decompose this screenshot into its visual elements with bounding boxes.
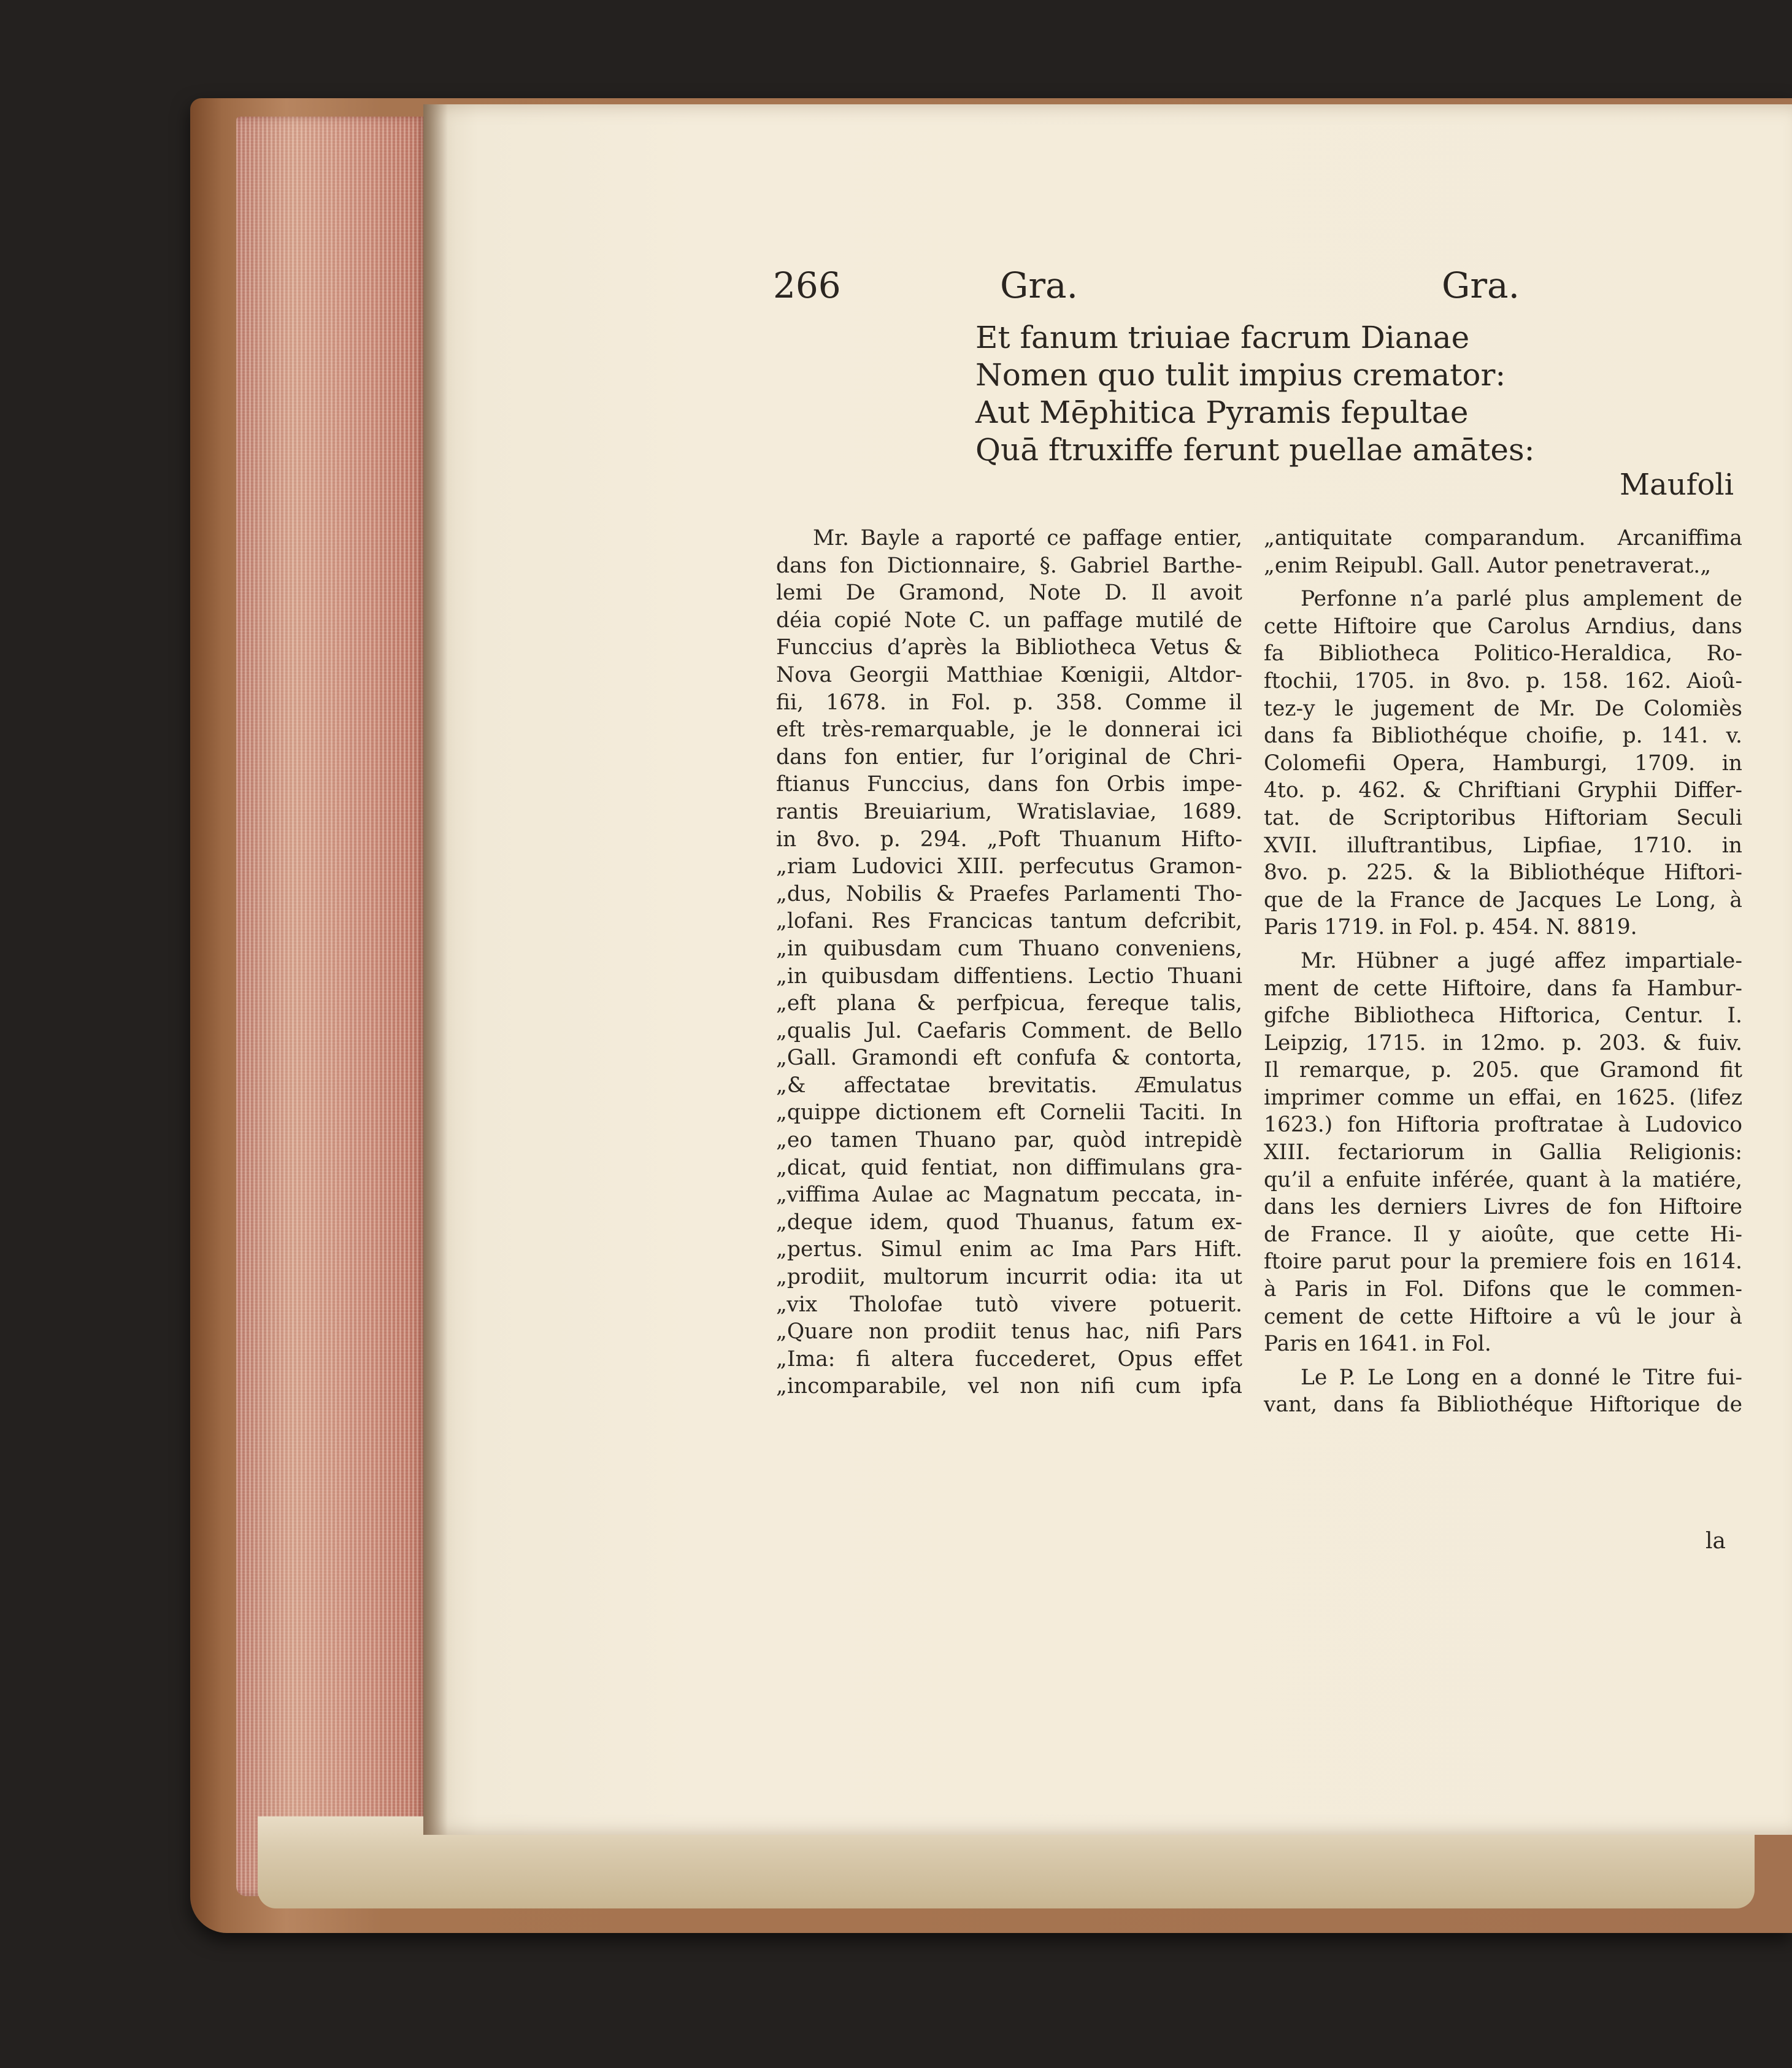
- text-line: „Gall. Gramondi eft confufa & contorta,: [776, 1046, 1242, 1071]
- text-line: Leipzig, 1715. in 12mo. p. 203. & fuiv.: [1264, 1030, 1742, 1055]
- gutter-shadow: [423, 104, 448, 1835]
- text-line: lemi De Gramond, Note D. Il avoit: [776, 581, 1242, 606]
- text-line: „viffima Aulae ac Magnatum peccata, in-: [776, 1183, 1242, 1208]
- running-head-right: Gra.: [1442, 264, 1520, 306]
- text-line: „enim Reipubl. Gall. Autor penetraverat.„: [1264, 553, 1712, 578]
- text-line: ftianus Funccius, dans fon Orbis impe-: [776, 772, 1242, 797]
- text-line: „deque idem, quod Thuanus, fatum ex-: [776, 1210, 1242, 1235]
- text-line: tez-y le jugement de Mr. De Colomiès: [1264, 696, 1742, 721]
- text-line: à Paris in Fol. Difons que le commen-: [1264, 1277, 1742, 1302]
- page-catchword: la: [1705, 1529, 1726, 1554]
- text-line: fii, 1678. in Fol. p. 358. Comme il: [776, 690, 1242, 715]
- text-line: „antiquitate comparandum. Arcaniffima: [1264, 526, 1742, 550]
- text-line: Mr. Hübner a jugé affez impartiale-: [1301, 948, 1742, 973]
- text-line: XVII. illuftrantibus, Lipfiae, 1710. in: [1264, 833, 1742, 858]
- text-line: „Quare non prodiit tenus hac, nifi Pars: [776, 1319, 1242, 1345]
- text-line: dans fon entier, fur l’original de Chri-: [776, 744, 1242, 770]
- text-line: in 8vo. p. 294. „Poft Thuanum Hifto-: [776, 827, 1242, 852]
- text-line: „prodiit, multorum incurrit odia: ita ut: [776, 1265, 1242, 1290]
- text-line: „Ima: fi altera fuccederet, Opus effet: [776, 1346, 1242, 1372]
- left-column-paragraph: [776, 525, 1242, 1400]
- text-line: „lofani. Res Francicas tantum defcribit,: [776, 909, 1242, 934]
- right-column-paragraph: [1264, 525, 1742, 579]
- text-line: Funccius d’après la Bibliotheca Vetus &: [776, 635, 1242, 660]
- text-line: dans fon Dictionnaire, §. Gabriel Barthe-: [776, 553, 1242, 578]
- sprinkled-page-edge: [236, 117, 426, 1896]
- text-line: „in quibusdam diffentiens. Lectio Thuani: [776, 963, 1242, 989]
- text-line: rantis Breuiarium, Wratislaviae, 1689.: [776, 799, 1242, 824]
- text-line: ment de cette Hiftoire, dans fa Hambur-: [1264, 976, 1742, 1001]
- text-line: „in quibusdam cum Thuano conveniens,: [776, 936, 1242, 961]
- text-line: dans les derniers Livres de fon Hiftoire: [1264, 1195, 1742, 1220]
- text-line: „vix Tholofae tutò vivere potuerit.: [776, 1292, 1242, 1317]
- text-line: de France. Il y aioûte, que cette Hi-: [1264, 1222, 1742, 1247]
- text-line: Paris 1719. in Fol. p. 454. N. 8819.: [1264, 915, 1637, 940]
- text-line: ftochii, 1705. in 8vo. p. 158. 162. Aioû-: [1264, 668, 1742, 693]
- verse-line: Aut Mēphitica Pyramis fepultae: [975, 395, 1469, 430]
- text-line: Le P. Le Long en a donné le Titre fui-: [1301, 1365, 1742, 1390]
- text-line: Nova Georgii Matthiae Kœnigii, Altdor-: [776, 662, 1242, 687]
- text-line: 1623.) fon Hiftoria proftratae à Ludovico: [1264, 1113, 1742, 1138]
- text-line: cement de cette Hiftoire a vû le jour à: [1264, 1304, 1742, 1329]
- text-line: Perfonne n’a parlé plus amplement de: [1301, 587, 1742, 612]
- text-line: „riam Ludovici XIII. perfecutus Gramon-: [776, 854, 1242, 879]
- text-line: vant, dans fa Bibliothéque Hiftorique de: [1264, 1392, 1742, 1418]
- page-number: 266: [773, 264, 841, 306]
- text-line: que de la France de Jacques Le Long, à: [1264, 887, 1742, 912]
- text-line: „quippe dictionem eft Cornelii Taciti. In: [776, 1100, 1242, 1125]
- text-line: cette Hiftoire que Carolus Arndius, dans: [1264, 614, 1742, 639]
- text-line: „pertus. Simul enim ac Ima Pars Hift.: [776, 1237, 1242, 1262]
- right-column-paragraph: [1264, 947, 1742, 1358]
- text-line: dans fa Bibliothéque choifie, p. 141. v.: [1264, 723, 1742, 749]
- text-line: „eo tamen Thuano par, quòd intrepidè: [776, 1128, 1242, 1153]
- text-line: tat. de Scriptoribus Hiftoriam Seculi: [1264, 805, 1742, 830]
- text-line: eft très-remarquable, je le donnerai ici: [776, 717, 1242, 743]
- text-line: „& affectatae brevitatis. Æmulatus: [776, 1073, 1242, 1098]
- text-line: gifche Bibliotheca Hiftorica, Centur. I.: [1264, 1003, 1742, 1028]
- text-line: „dus, Nobilis & Praefes Parlamenti Tho-: [776, 881, 1242, 906]
- text-line: „dicat, quid fentiat, non diffimulans gra-: [776, 1155, 1242, 1180]
- verse-block: [975, 319, 1534, 469]
- text-line: fa Bibliotheca Politico-Heraldica, Ro-: [1264, 641, 1742, 666]
- text-line: 8vo. p. 225. & la Bibliothéque Hiftori-: [1264, 860, 1742, 885]
- right-column: [1264, 525, 1742, 1419]
- running-head-left: Gra.: [1000, 264, 1079, 306]
- text-line: Mr. Bayle a raporté ce paffage entier,: [813, 526, 1242, 550]
- text-line: Colomefii Opera, Hamburgi, 1709. in: [1264, 750, 1742, 776]
- text-line: 4to. p. 462. & Chriftiani Gryphii Differ-: [1264, 778, 1742, 803]
- text-line: Il remarque, p. 205. que Gramond fit: [1264, 1058, 1742, 1083]
- verse-line: Et fanum triuiae facrum Dianae: [975, 320, 1470, 355]
- text-line: „eft plana & perfpicua, fereque talis,: [776, 991, 1242, 1016]
- right-column-paragraph: [1264, 585, 1742, 941]
- text-line: „incomparabile, vel non nifi cum ipfa: [776, 1374, 1242, 1399]
- text-line: Paris en 1641. in Fol.: [1264, 1332, 1491, 1357]
- text-line: imprimer comme un effai, en 1625. (lifez: [1264, 1085, 1742, 1110]
- text-line: déia copié Note C. un paffage mutilé de: [776, 608, 1242, 633]
- verse-line: Nomen quo tulit impius cremator:: [975, 357, 1506, 393]
- text-line: qu’il a enfuite inférée, quant à la matiére,: [1264, 1167, 1742, 1192]
- text-line: XIII. fectariorum in Gallia Religionis:: [1264, 1140, 1742, 1165]
- verse-catchword: Maufoli: [1620, 468, 1734, 502]
- right-column-paragraph: [1264, 1364, 1742, 1419]
- text-line: ftoire parut pour la premiere fois en 1614.: [1264, 1249, 1742, 1275]
- left-column: [776, 525, 1242, 1400]
- verse-line: Quā ftruxiffe ferunt puellae amātes:: [975, 432, 1535, 468]
- text-line: „qualis Jul. Caefaris Comment. de Bello: [776, 1018, 1242, 1043]
